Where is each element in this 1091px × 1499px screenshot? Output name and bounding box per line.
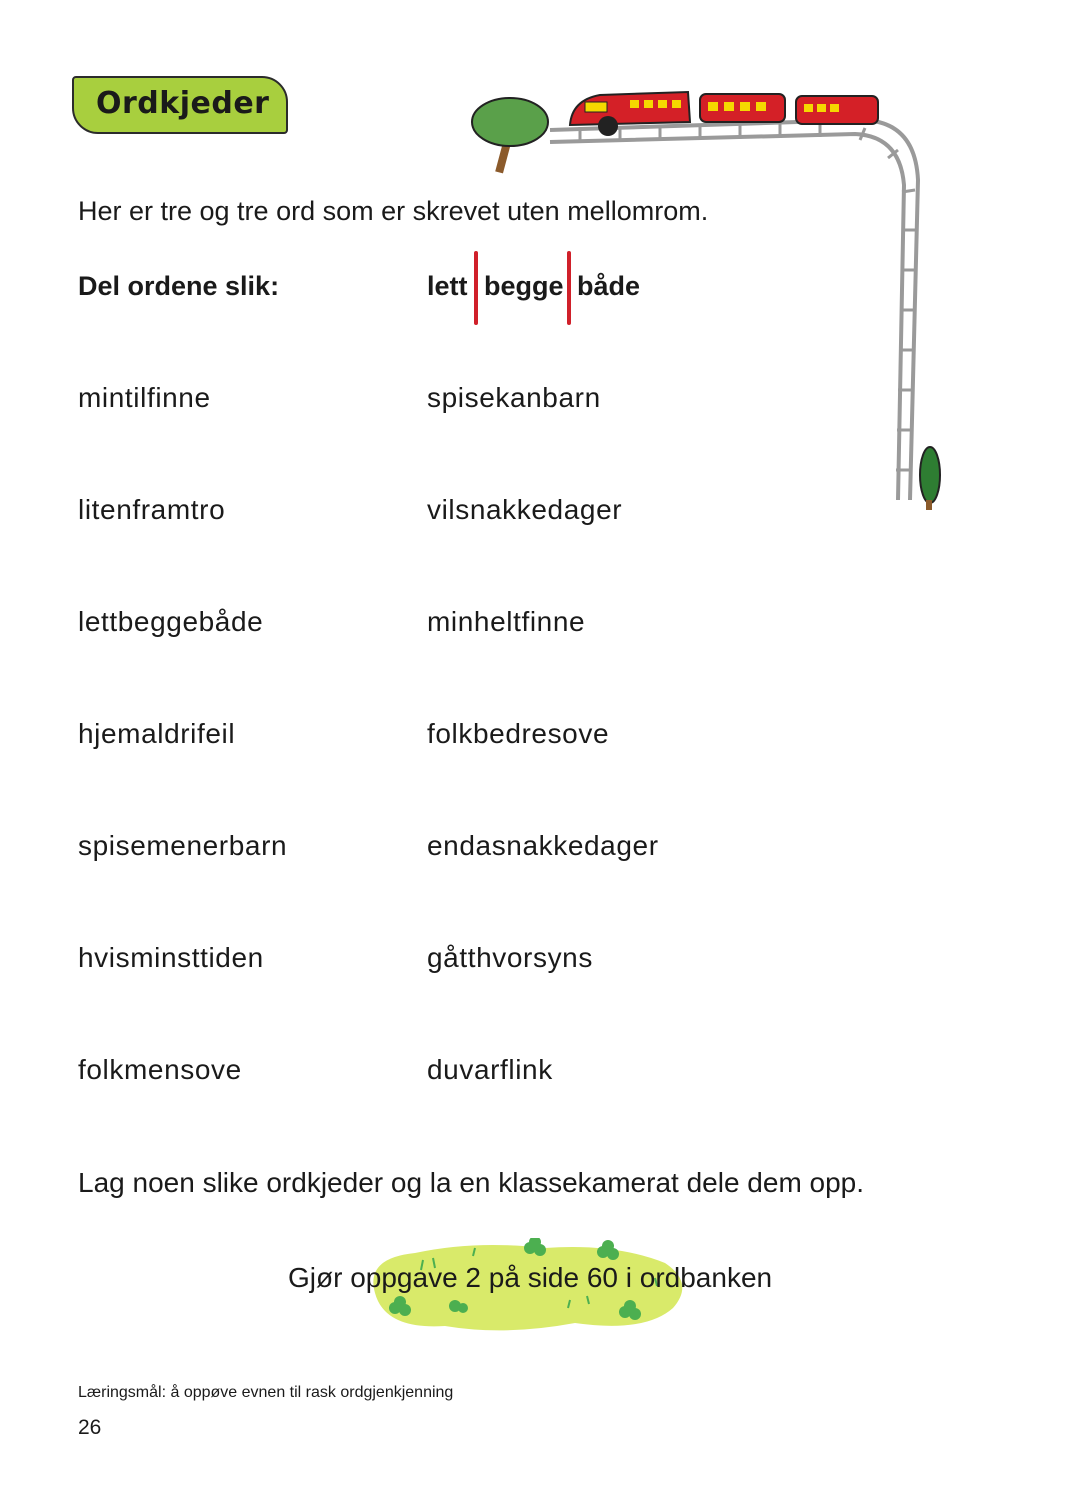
small-tree-icon — [920, 447, 940, 510]
word-chain: gåtthvorsyns — [427, 942, 593, 973]
word-chain: spisekanbarn — [427, 382, 601, 413]
word-chain: spisemenerbarn — [78, 830, 288, 861]
title-badge — [72, 76, 288, 134]
learning-goal: Læringsmål: å oppøve evnen til rask ordgjenkjenning — [78, 1384, 454, 1401]
instruction-label: Del ordene slik: — [78, 271, 280, 301]
word-chain: hjemaldrifeil — [78, 718, 236, 749]
wagon-icon — [796, 96, 878, 124]
word-chain: minheltfinne — [427, 606, 586, 637]
task-text: Gjør oppgave 2 på side 60 i ordbanken — [288, 1262, 773, 1293]
word-chain: endasnakkedager — [427, 830, 659, 861]
page-title: Ordkjeder — [96, 86, 270, 121]
word-chain: folkmensove — [78, 1054, 242, 1085]
word-chain: lettbeggebåde — [78, 606, 264, 637]
page-number: 26 — [78, 1416, 102, 1439]
tree-icon — [472, 98, 548, 173]
closing-text: Lag noen slike ordkjeder og la en klassekamerat dele dem opp. — [78, 1167, 865, 1198]
word-chain: duvarflink — [427, 1054, 553, 1085]
word-chain: hvisminsttiden — [78, 942, 264, 973]
word-chain: vilsnakkedager — [427, 494, 623, 525]
example-word: både — [577, 271, 641, 301]
divider-mark — [567, 251, 571, 325]
railway-track — [550, 120, 918, 500]
example-word: lett — [427, 271, 468, 301]
example-word: begge — [484, 271, 564, 301]
word-chain: folkbedresove — [427, 718, 610, 749]
wagon-icon — [700, 94, 785, 122]
word-chain: mintilfinne — [78, 382, 211, 413]
intro-text: Her er tre og tre ord som er skrevet uten mellomrom. — [78, 196, 709, 226]
divider-mark — [474, 251, 478, 325]
word-chain: litenframtro — [78, 494, 226, 525]
